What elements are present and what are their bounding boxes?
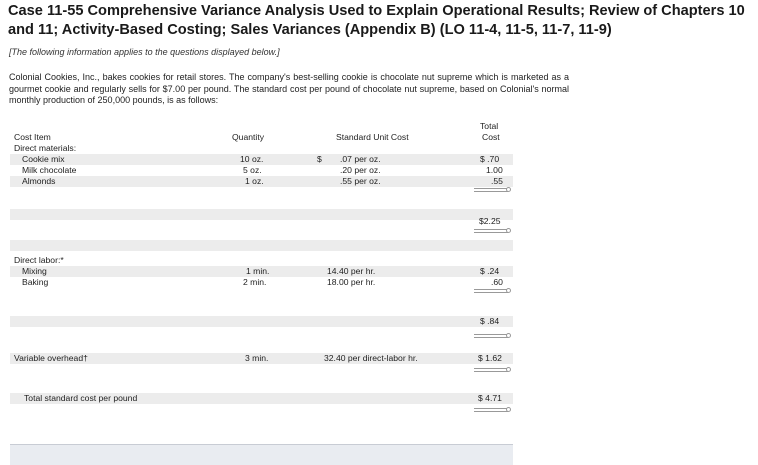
total-underline — [474, 289, 508, 293]
total-underline — [474, 188, 508, 192]
item-unit-cost: .20 per oz. — [340, 165, 381, 175]
table-row — [10, 255, 513, 266]
labor-total: $ .84 — [480, 316, 500, 326]
table-row — [10, 154, 513, 165]
header-total-line1: Total — [480, 121, 499, 131]
problem-description: Colonial Cookies, Inc., bakes cookies for retail stores. The company's best-selling cookie is chocolate nut supreme which is marketed as a gourmet cookie and regularly sells for $7.00 per pound. The standard cost per pound of chocolate nut supreme, based on Colonial's normal monthly production of 250,000 pounds, is as follows: — [9, 72, 569, 105]
item-total: 1.00 — [486, 165, 503, 175]
total-standard-value: $ 4.71 — [478, 393, 502, 403]
dollar-sign: $ — [317, 154, 322, 164]
total-underline — [474, 408, 508, 412]
item-name: Almonds — [22, 176, 56, 186]
instruction-note: [The following information applies to the questions displayed below.] — [9, 47, 280, 57]
table-row — [10, 216, 513, 227]
table-row — [10, 277, 513, 288]
item-quantity: 10 oz. — [240, 154, 264, 164]
item-name: Baking — [22, 277, 49, 287]
total-underline — [474, 368, 508, 372]
table-row — [10, 240, 513, 251]
item-unit-cost: 18.00 per hr. — [327, 277, 376, 287]
header-quantity: Quantity — [232, 132, 265, 142]
item-name: Mixing — [22, 266, 47, 276]
item-unit-cost: .55 per oz. — [340, 176, 381, 186]
item-quantity: 2 min. — [243, 277, 267, 287]
table-row — [10, 393, 513, 404]
item-quantity: 1 min. — [246, 266, 270, 276]
item-quantity: 1 oz. — [245, 176, 264, 186]
item-name: Cookie mix — [22, 154, 65, 164]
table-row — [10, 316, 513, 327]
bottom-bar — [10, 444, 513, 465]
header-cost-item: Cost Item — [14, 132, 51, 142]
item-total: $ .24 — [480, 266, 500, 276]
item-total: .60 — [491, 277, 503, 287]
item-total: $ .70 — [480, 154, 500, 164]
item-unit-cost: .07 per oz. — [340, 154, 381, 164]
item-name: Milk chocolate — [22, 165, 77, 175]
table-row — [10, 143, 513, 154]
total-standard-label: Total standard cost per pound — [24, 393, 138, 403]
item-unit-cost: 14.40 per hr. — [327, 266, 376, 276]
total-underline — [474, 229, 508, 233]
item-unit-cost: 32.40 per direct-labor hr. — [324, 353, 418, 363]
direct-labor-label: Direct labor:* — [14, 255, 64, 265]
item-total: .55 — [491, 176, 503, 186]
header-unit-cost: Standard Unit Cost — [336, 132, 409, 142]
table-row — [10, 198, 513, 209]
table-row — [10, 266, 513, 277]
header-total-line2: Cost — [482, 132, 500, 142]
item-name: Variable overhead† — [14, 353, 88, 363]
page-title: Case 11-55 Comprehensive Variance Analysis Used to Explain Operational Results; Review of Chapters 10 and 11; Activity-Based Costing; Sales Variances (Appendix B) (LO 11-4, 11-5, 11-7, 11-9) — [8, 3, 745, 38]
item-quantity: 3 min. — [245, 353, 269, 363]
table-row — [10, 165, 513, 176]
total-underline — [474, 334, 508, 338]
item-total: $ 1.62 — [478, 353, 502, 363]
table-row — [10, 176, 513, 187]
materials-total: $2.25 — [479, 216, 501, 226]
direct-materials-label: Direct materials: — [14, 143, 77, 153]
table-row — [10, 353, 513, 364]
item-quantity: 5 oz. — [243, 165, 262, 175]
